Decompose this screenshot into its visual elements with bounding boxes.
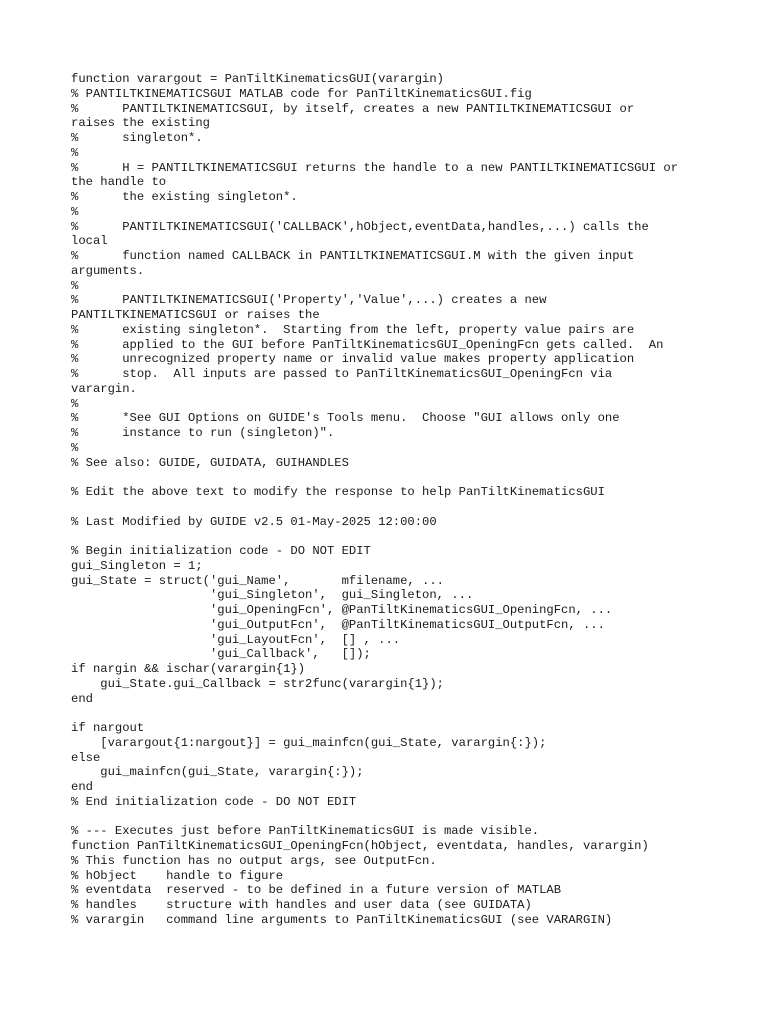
code-line: % PANTILTKINEMATICSGUI MATLAB code for PanTiltKinematicsGUI.fig	[71, 86, 532, 101]
code-line: local	[71, 234, 108, 249]
code-line: raises the existing	[71, 116, 210, 131]
code-line: 'gui_Callback', []);	[71, 647, 371, 662]
code-line: else	[71, 750, 101, 765]
code-line: % existing singleton*. Starting from the left, property value pairs are	[71, 322, 635, 337]
code-line	[71, 470, 711, 485]
code-line: % Begin initialization code - DO NOT EDIT	[71, 544, 371, 558]
code-line: PANTILTKINEMATICSGUI or raises the	[71, 308, 320, 322]
code-line: %	[71, 396, 79, 411]
code-line: function varargout = PanTiltKinematicsGUI(varargin)	[71, 72, 444, 86]
code-line: % function named CALLBACK in PANTILTKINEMATICSGUI.M with the given input	[71, 249, 635, 263]
code-line: % stop. All inputs are passed to PanTiltKinematicsGUI_OpeningFcn via	[71, 367, 613, 381]
code-line: % the existing singleton*.	[71, 190, 298, 204]
code-line: the handle to	[71, 175, 167, 190]
code-line	[71, 529, 711, 544]
code-line: % eventdata reserved - to be defined in a future version of MATLAB	[71, 883, 562, 898]
code-line: % unrecognized property name or invalid value makes property application	[71, 352, 635, 367]
code-line: end	[71, 780, 93, 794]
code-line: % End initialization code - DO NOT EDIT	[71, 794, 357, 809]
code-line: [varargout{1:nargout}] = gui_mainfcn(gui_State, varargin{:});	[71, 735, 547, 750]
code-line: % singleton*.	[71, 131, 203, 145]
code-line: varargin.	[71, 381, 137, 396]
code-line: %	[71, 440, 79, 455]
code-line: gui_mainfcn(gui_State, varargin{:});	[71, 765, 364, 780]
code-listing	[71, 72, 711, 928]
code-line: 'gui_OpeningFcn', @PanTiltKinematicsGUI_OpeningFcn, ...	[71, 603, 613, 617]
code-line: arguments.	[71, 263, 145, 278]
code-line: gui_State.gui_Callback = str2func(varargin{1});	[71, 676, 444, 691]
code-line: % PANTILTKINEMATICSGUI('Property','Value',...) creates a new	[71, 293, 547, 308]
code-line: % See also: GUIDE, GUIDATA, GUIHANDLES	[71, 455, 349, 470]
code-line	[71, 810, 711, 825]
code-line: %	[71, 204, 79, 219]
code-line: % instance to run (singleton)".	[71, 426, 335, 440]
code-line: % varargin command line arguments to PanTiltKinematicsGUI (see VARARGIN)	[71, 912, 613, 927]
code-line: if nargout	[71, 721, 145, 735]
code-line: 'gui_Singleton', gui_Singleton, ...	[71, 588, 474, 603]
code-line: 'gui_LayoutFcn', [] , ...	[71, 632, 401, 647]
code-line: gui_State = struct('gui_Name', mfilename, ...	[71, 573, 444, 588]
code-line: %	[71, 278, 79, 293]
code-line: % This function has no output args, see OutputFcn.	[71, 853, 437, 868]
code-line: % H = PANTILTKINEMATICSGUI returns the handle to a new PANTILTKINEMATICSGUI or	[71, 160, 679, 175]
code-line: gui_Singleton = 1;	[71, 558, 203, 573]
code-line: function PanTiltKinematicsGUI_OpeningFcn(hObject, eventdata, handles, varargin)	[71, 839, 649, 853]
code-line: % Last Modified by GUIDE v2.5 01-May-2025 12:00:00	[71, 514, 437, 529]
code-line: % applied to the GUI before PanTiltKinematicsGUI_OpeningFcn gets called. An	[71, 337, 664, 352]
code-line: if nargin && ischar(varargin{1})	[71, 662, 306, 676]
code-line: % hObject handle to figure	[71, 868, 284, 883]
code-line	[71, 500, 711, 515]
code-line: % *See GUI Options on GUIDE's Tools menu. Choose "GUI allows only one	[71, 411, 620, 426]
code-line: 'gui_OutputFcn', @PanTiltKinematicsGUI_OutputFcn, ...	[71, 617, 605, 632]
code-line: %	[71, 145, 79, 160]
code-line: % PANTILTKINEMATICSGUI('CALLBACK',hObject,eventData,handles,...) calls the	[71, 219, 649, 234]
code-line: % --- Executes just before PanTiltKinematicsGUI is made visible.	[71, 824, 540, 839]
code-line: % PANTILTKINEMATICSGUI, by itself, creates a new PANTILTKINEMATICSGUI or	[71, 101, 635, 116]
code-line: % Edit the above text to modify the response to help PanTiltKinematicsGUI	[71, 485, 605, 499]
code-line	[71, 706, 711, 721]
code-line: end	[71, 691, 93, 706]
code-line: % handles structure with handles and user data (see GUIDATA)	[71, 898, 532, 912]
